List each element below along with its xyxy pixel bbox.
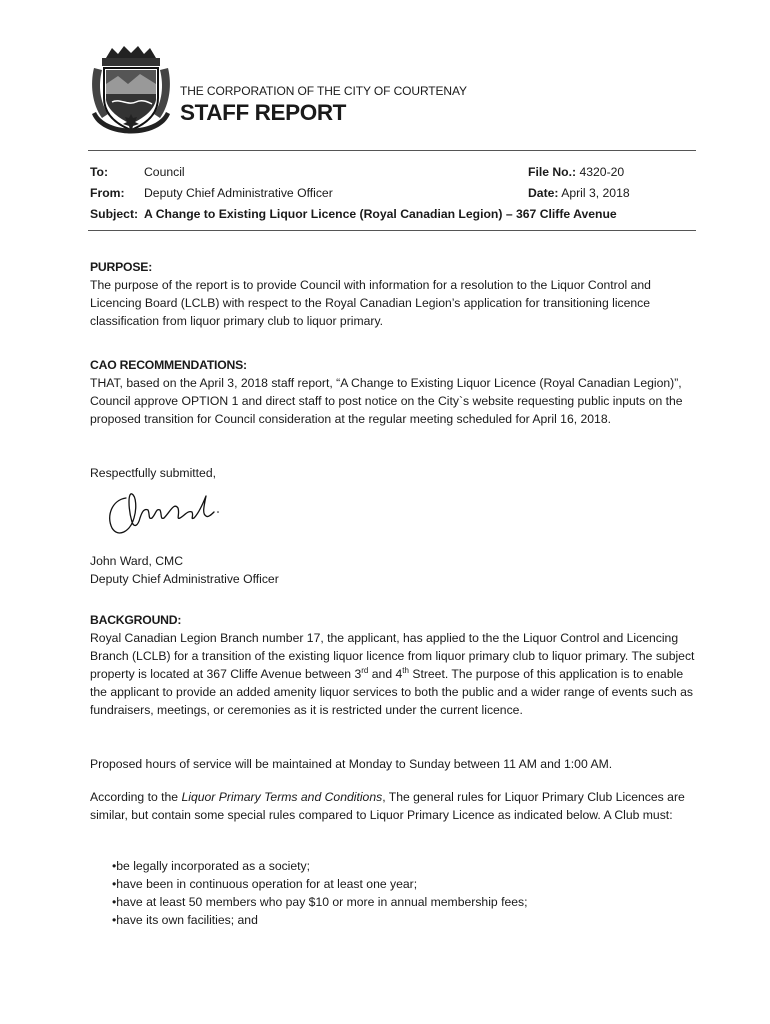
from-label: From: — [90, 186, 125, 200]
cao-recommendations-section — [90, 356, 700, 428]
background-paragraph-2: Proposed hours of service will be maintained at Monday to Sunday between 11 AM and 1:00 AM. — [90, 757, 613, 771]
liquor-primary-terms-title: Liquor Primary Terms and Conditions — [181, 790, 383, 804]
list-item: • be legally incorporated as a society; — [112, 857, 700, 875]
report-date — [528, 184, 630, 202]
report-title: STAFF REPORT — [180, 100, 347, 125]
from-value: Deputy Chief Administrative Officer — [144, 186, 333, 200]
background-p1-text-b: and 4 — [368, 667, 403, 681]
signatory-name: John Ward, CMC — [90, 554, 184, 568]
ordinal-th: th — [402, 665, 409, 675]
to-label: To: — [90, 165, 109, 179]
list-item: • have been in continuous operation for at least one year; — [112, 875, 700, 893]
date-label: Date: — [528, 186, 559, 200]
background-paragraph-1 — [90, 629, 700, 719]
signature-image — [104, 488, 222, 542]
organization-name: THE CORPORATION OF THE CITY OF COURTENAY — [180, 84, 467, 98]
signatory-position: Deputy Chief Administrative Officer — [90, 572, 279, 586]
to-value: Council — [144, 165, 185, 179]
background-p1-text-c: Street. The purpose of this application is to enable the applicant to provide an added amenity liquor services to both the public and a wider range of events such as fundraisers, meetings, or ceremonies as it is restricted under the current licence. — [90, 667, 693, 717]
file-label: File No.: — [528, 165, 577, 179]
list-item: • have its own facilities; and — [112, 911, 700, 929]
background-p1-text-a: Royal Canadian Legion Branch number 17, the applicant, has applied to the the Liquor Control and Licencing Branch (LCLB) for a transition of the existing liquor licence from liquor primary club to liquor primary. The subject property is located at 367 Cliffe Avenue between 3 — [90, 631, 695, 681]
cao-heading: CAO RECOMMENDATIONS: — [90, 358, 247, 372]
p3-text-a: According to the — [90, 790, 182, 804]
purpose-heading: PURPOSE: — [90, 260, 153, 274]
respectfully-submitted: Respectfully submitted, — [90, 466, 216, 480]
header-divider-top — [88, 150, 696, 151]
list-item: • have at least 50 members who pay $10 or more in annual membership fees; — [112, 893, 700, 911]
date-value: April 3, 2018 — [561, 186, 630, 200]
file-value: 4320-20 — [579, 165, 625, 179]
subject-value: A Change to Existing Liquor Licence (Royal Canadian Legion) – 367 Cliffe Avenue — [144, 207, 617, 221]
background-section — [90, 611, 700, 719]
background-heading: BACKGROUND: — [90, 613, 182, 627]
signatory — [90, 552, 700, 588]
ordinal-rd: rd — [361, 665, 369, 675]
background-paragraph-3 — [90, 788, 700, 824]
p3-text-b: , The general rules for Liquor Primary Club Licences are similar, but contain some special rules compared to Liquor Primary Licence as indicated below. A Club must: — [90, 790, 685, 822]
purpose-text: The purpose of the report is to provide Council with information for a resolution to the Liquor Control and Licencing Board (LCLB) with respect to the Royal Canadian Legion’s application for transitioning licence classification from liquor primary club to liquor primary. — [90, 278, 651, 328]
city-crest-logo — [88, 44, 174, 140]
file-number — [528, 163, 624, 181]
club-requirements-list — [90, 857, 700, 929]
cao-text: THAT, based on the April 3, 2018 staff report, “A Change to Existing Liquor Licence (Royal Canadian Legion)”, Council approve OPTION 1 and direct staff to post notice on the City`s website requesting public inputs on the proposed transition for Council consideration at the regular meeting scheduled for April 16, 2018. — [90, 376, 683, 426]
purpose-section — [90, 258, 700, 330]
subject-label: Subject: — [90, 207, 139, 221]
header-divider-bottom — [88, 230, 696, 231]
